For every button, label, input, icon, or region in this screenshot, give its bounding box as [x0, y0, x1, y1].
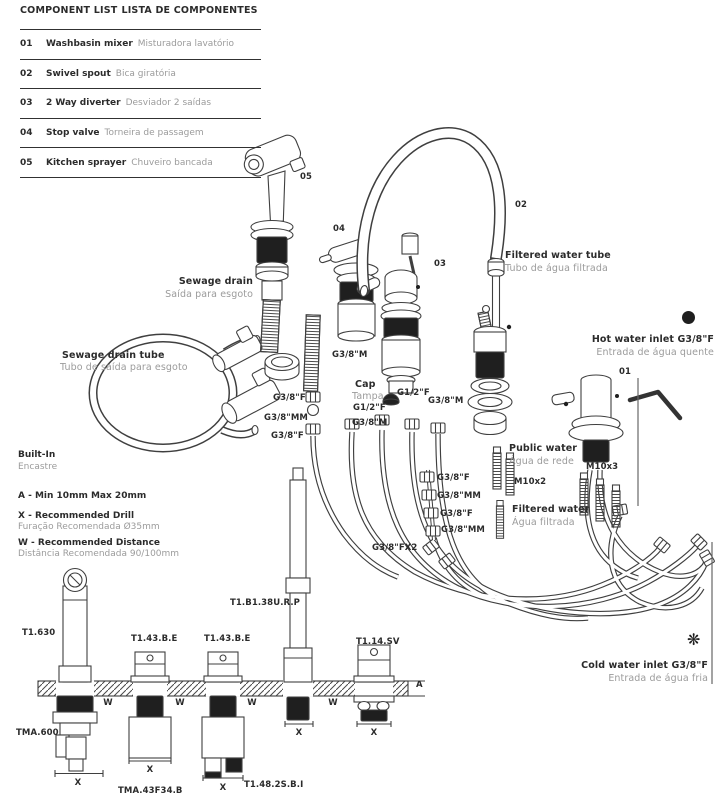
callout-01: 01 [619, 367, 632, 377]
dim-a: A [416, 680, 423, 690]
dot-diverter [416, 285, 420, 289]
code-t1630: T1.630 [22, 628, 56, 638]
code-t143be-2: T1.43.B.E [204, 634, 251, 644]
dim-w-4: W [328, 698, 338, 708]
callout-03: 03 [434, 259, 447, 269]
label-g12f-b: G1/2"F [353, 403, 386, 413]
label-filtered-water-en: Filtered water [512, 504, 590, 515]
label-g38f-stack-2: G3/8"F [440, 509, 473, 519]
label-cold-inlet-pt: Entrada de água fria [608, 673, 708, 684]
public-water-fitting-drawing [468, 306, 512, 435]
component-num: 04 [20, 128, 33, 139]
label-g38m-a: G3/8"M [332, 350, 368, 360]
snowflake-icon: ❋ [687, 630, 701, 649]
dot-public-water [507, 325, 511, 329]
label-g38mm-stack-1: G3/8"MM [437, 491, 481, 501]
fixture-valve-2-drawing [202, 652, 244, 781]
dim-w-2: W [175, 698, 185, 708]
component-list-title-en: COMPONENT LIST [20, 5, 118, 16]
dim-w-1: W [103, 698, 113, 708]
component-num: 05 [20, 157, 33, 168]
countertop-section-drawing [38, 681, 425, 697]
label-sewage-drain-pt: Saída para esgoto [165, 289, 253, 300]
label-g38f-stack-1: G3/8"F [437, 473, 470, 483]
note-x-pt: Furação Recomendada Ø35mm [18, 522, 160, 532]
callout-05: 05 [300, 172, 313, 182]
label-g38m-c: G3/8"M [352, 418, 388, 428]
label-sewage-drain-tube-en: Sewage drain tube [62, 350, 165, 361]
component-name-en: Stop valve [46, 128, 100, 139]
component-row-02 [20, 59, 261, 89]
component-num: 02 [20, 68, 33, 79]
label-filtered-water-tube-pt: Tubo de água filtrada [505, 263, 608, 274]
label-cap-pt: Tampa [352, 391, 384, 402]
label-m10x2: M10x2 [514, 477, 547, 487]
note-a: A - Min 10mm Max 20mm [18, 491, 147, 501]
component-name-en: Swivel spout [46, 68, 111, 79]
code-t1b138urp: T1.B1.38U.R.P [230, 598, 300, 608]
label-sewage-drain-tube-pt: Tubo de saída para esgoto [60, 362, 188, 373]
label-hot-inlet-en: Hot water inlet G3/8"F [591, 334, 714, 345]
fixture-valve-1-drawing [129, 652, 171, 764]
note-w-en: W - Recommended Distance [18, 538, 161, 548]
component-row-03 [20, 88, 261, 118]
component-name-pt: Torneira de passagem [104, 128, 204, 139]
label-g38mm-stack-2: G3/8"MM [441, 525, 485, 535]
component-num: 03 [20, 98, 33, 109]
label-g12f-a: G1/2"F [397, 388, 430, 398]
code-tma43f34b: TMA.43F34.B [118, 786, 183, 796]
hot-water-dot-icon [682, 311, 695, 324]
callout-02: 02 [515, 200, 528, 210]
label-hot-inlet-pt: Entrada de água quente [596, 347, 714, 358]
note-built-in-pt: Encastre [18, 462, 58, 472]
component-list-table [20, 5, 261, 178]
label-g38mm-rod: G3/8"MM [264, 413, 308, 423]
label-public-water-en: Public water [509, 443, 578, 454]
label-cap-en: Cap [355, 379, 376, 390]
callout-04: 04 [333, 224, 346, 234]
component-name-pt: Bica giratória [115, 68, 176, 79]
label-sewage-drain-en: Sewage drain [178, 276, 253, 287]
dim-x-5: X [370, 728, 378, 738]
component-name-en: 2 Way diverter [46, 98, 121, 109]
component-row-05 [20, 147, 261, 178]
dim-x-2: X [146, 765, 154, 775]
note-built-in-en: Built-In [18, 450, 56, 460]
dim-x-3: X [219, 783, 227, 793]
label-g38f-rod-1: G3/8"F [273, 393, 306, 403]
component-num: 01 [20, 39, 33, 50]
dim-x-4: X [295, 728, 303, 738]
note-x-en: X - Recommended Drill [18, 511, 135, 521]
component-name-en: Kitchen sprayer [46, 157, 127, 168]
component-list-title [20, 5, 261, 16]
component-name-en: Washbasin mixer [46, 39, 133, 50]
label-public-water-pt: Água de rede [509, 456, 574, 467]
code-t143be-1: T1.43.B.E [131, 634, 178, 644]
sewage-drain-drawing [251, 221, 299, 381]
note-w-pt: Distância Recomendada 90/100mm [18, 549, 180, 559]
label-g38m-b: G3/8"M [428, 396, 464, 406]
fixture-sprayer-holder-drawing [53, 569, 103, 778]
code-t1482sbi: T1.48.2S.B.I [244, 780, 304, 790]
component-row-04 [20, 118, 261, 148]
label-m10x3: M10x3 [586, 462, 619, 472]
component-row-01 [20, 29, 261, 59]
component-name-pt: Misturadora lavatório [137, 39, 235, 50]
code-t114sv: T1.14.SV [356, 637, 400, 647]
label-cold-inlet-en: Cold water inlet G3/8"F [581, 660, 708, 671]
dim-x-1: X [74, 778, 82, 788]
label-g38fx2: G3/8"FX2 [372, 543, 418, 553]
component-name-pt: Desviador 2 saídas [125, 98, 212, 109]
swivel-spout-drawing [360, 133, 500, 297]
dim-w-3: W [247, 698, 257, 708]
label-filtered-water-pt: Água filtrada [512, 517, 575, 528]
component-name-pt: Chuveiro bancada [131, 157, 213, 168]
component-list-title-pt: LISTA DE COMPONENTES [121, 5, 258, 16]
code-tma600: TMA.600 [16, 728, 59, 738]
label-g38f-rod-2: G3/8"F [271, 431, 304, 441]
label-filtered-water-tube-en: Filtered water tube [505, 250, 611, 261]
